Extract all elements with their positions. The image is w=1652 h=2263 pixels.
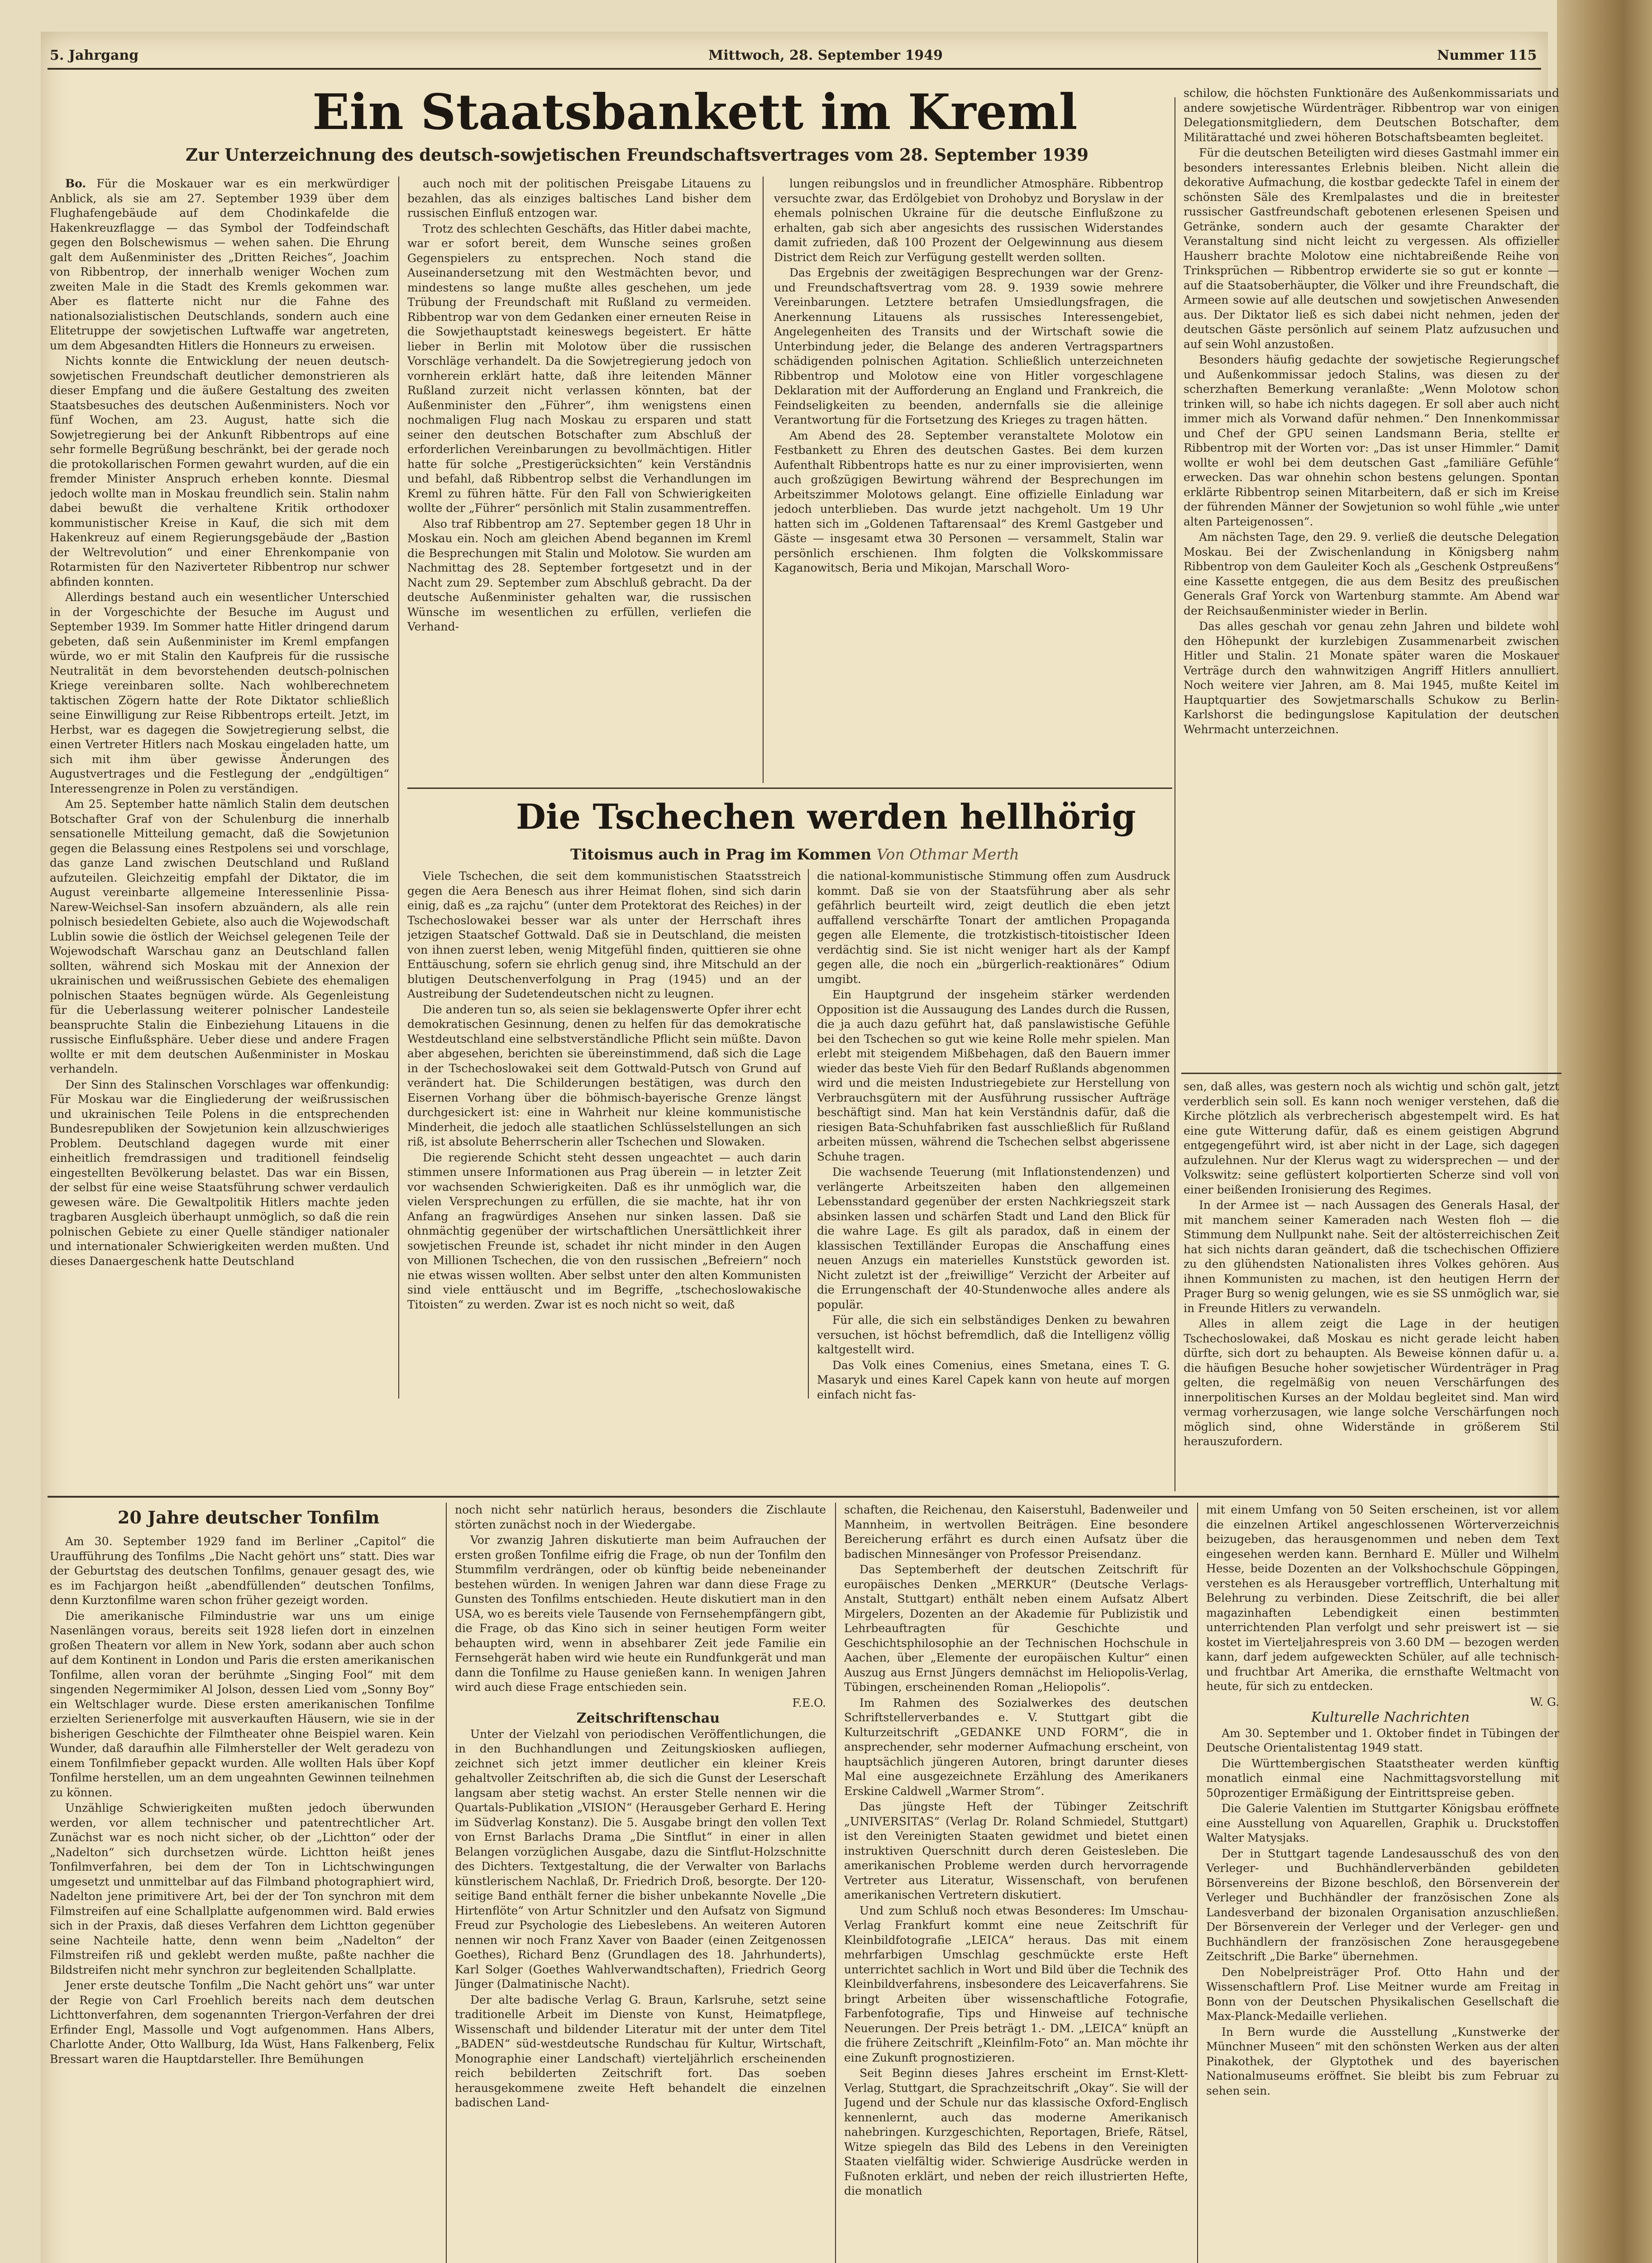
article4-signature: W. G. [1530,1695,1559,1709]
paragraph: Am nächsten Tage, den 29. 9. verließ die deutsche Delegation Moskau. Bei der Zwischenlandung in Königsberg nahm Ribbentrop von dem Gauleiter Koch als „Geschenk Ostpreußens“ eine Kassette entgegen, die aus dem Besitz des preußischen Generals Graf Yorck von Wartenburg stammte. Am Abend war der Reichsaußenminister wieder in Berlin. [1184,530,1559,617]
article2-subheadline [570,845,1019,863]
paragraph: Der alte badische Verlag G. Braun, Karlsruhe, setzt seine traditionelle Arbeit im Dienste von Kunst, Heimatpflege, Wissenschaft und bildender Literatur mit der unter dem Titel „BADEN“ süd-westdeutsche Rundschau für Kultur, Wirtschaft, Monographie einer Landschaft) vierteljährlich erscheinenden reich bebilderten Zeitschrift fort. Das soeben herausgekommene zweite Heft behandelt die einzelnen badischen Land- [455,1993,826,2109]
paragraph: Ein Hauptgrund der insgeheim stärker werdenden Opposition ist die Aussaugung des Landes durch die Russen, die ja auch dazu geführt hat, daß panslawistische Gefühle bei den Tschechen so gut wie keine Rolle mehr spielen. Man erlebt mit steigendem Mißbehagen, daß den Bauern immer wieder das beste Vieh für den Bedarf Rußlands abgenommen wird und die meisten Industriegebiete zur Herstellung von Verbrauchsgütern mit der Ausführung russischer Aufträge beschäftigt sind. Man hat kein Verständnis dafür, daß die riesigen Bata-Schuhfabriken fast ausschließlich für Rußland arbeiten müssen, während die Tschechen selbst abgerissene Schuhe tragen. [817,988,1170,1163]
article4-headline: Zeitschriftenschau [576,1710,720,1726]
paragraph: die national-kommunistische Stimmung offen zum Ausdruck kommt. Daß sie von der Staatsführung aber als sehr gefährlich beurteilt wird, zeigt deutlich die eben jetzt auffallend verschärfte Tonart der amtlichen Propaganda gegen alle Elemente, die trotzkistisch-titoistischer Ideen verdächtig sind. Sie ist nicht weniger hart als der Kampf gegen alle, die noch ein „bürgerlich-reaktionäres“ Odium umgibt. [817,869,1170,986]
paragraph: Seit Beginn dieses Jahres erscheint im Ernst-Klett-Verlag, Stuttgart, die Sprachzeitschrift „Okay“. Sie will der Jugend und der Schule nur das klassische Oxford-Englisch kennenlernt, auch das moderne Amerikanisch nahebringen. Kurzgeschichten, Reportagen, Briefe, Rätsel, Witze spiegeln das Bild des Lebens in den Vereinigten Staaten vielfältig wider. Schwierige Ausdrücke werden in Fußnoten erklärt, und neben der reich illustrierten Hefte, die monatlich [844,2067,1188,2197]
article2-column-3 [1184,1079,1559,1489]
paragraph: mit einem Umfang von 50 Seiten erscheinen, ist vor allem die einzelnen Artikel angeschlossenen Wörterverzeichnis beizugeben, das herausgenommen und neben dem Text eingesehen werden kann. Bernhard E. Müller und Wilhelm Hesse, beide Dozenten an der Volkshochschule Göppingen, verstehen es als Herausgeber vortrefflich, Unterhaltung mit Belehrung zu verbinden. Diese Zeitschrift, die bei aller magazinhaften Lebendigkeit einen bestimmten unterrichtenden Plan verfolgt und sehr preiswert ist — sie kostet im Vierteljahrespreis von 3.60 DM — bezogen werden kann, darf jedem aufgeweckten Schüler, auf alle technisch- und fruchtbar Art Amerika, die ernsthafte Weltmacht von heute, für sich zu entdecken. [1206,1503,1559,1693]
article2-headline: Die Tschechen werden hellhörig [516,797,1136,837]
header-rule [48,68,1541,70]
paragraph: Das alles geschah vor genau zehn Jahren und bildete wohl den Höhepunkt der kurzlebigen Zusammenarbeit zwischen Hitler und Stalin. 21 Monate später waren die Moskauer Verträge durch den wahnwitzigen Angriff Hitlers annulliert. Noch weitere vier Jahren, am 8. Mai 1945, mußte Keitel im Hauptquartier des Sowjetmarschalls Schukow zu Berlin-Karlshorst die bedingungslose Kapitulation der deutschen Wehrmacht unterzeichnen. [1184,620,1559,736]
paragraph: Besonders häufig gedachte der sowjetische Regierungschef und Außenkommissar jedoch Stalins, was diesen zu der scherzhaften Bemerkung veranlaßte: „Wenn Molotow schon trinken will, so habe ich nichts dagegen. Er soll aber auch nicht immer mich als Vorwand dafür nehmen.“ Den Innenkommissar und Chef der GPU seinen Landsmann Beria, stellte er Ribbentrop mit der Worten vor: „Das ist unser Himmler.“ Damit wollte er wohl bei dem deutschen Gast „familiäre Gefühle“ erwecken. Das war ohnehin schon bestens gelungen. Spontan erklärte Ribbentrop seinen Mitarbeitern, daß er sich im Kreise der führenden Männer der Sowjetunion so wohl fühle „wie unter alten Parteigenossen“. [1184,353,1559,528]
paragraph: Am Abend des 28. September veranstaltete Molotow ein Festbankett zu Ehren des deutschen Gastes. Bei dem kurzen Aufenthalt Ribbentrops hatte es nur zu einer improvisierten, wenn auch großzügigen Bewirtung während der Besprechungen im Arbeitszimmer Molotows gelangt. Eine offizielle Einladung war jedoch unterblieben. Das wurde jetzt nachgeholt. Um 19 Uhr hatten sich im „Goldenen Taftarensaal“ des Kreml Gastgeber und Gäste — insgesamt etwa 30 Personen — versammelt, Stalin war persönlich erschienen. Ihm folgten die Volkskommissare Kaganowitsch, Beria und Mikojan, Marschall Woro- [774,429,1163,574]
paragraph: Trotz des schlechten Geschäfts, das Hitler dabei machte, war er sofort bereit, dem Wunsche seines großen Gegenspielers zu entsprechen. Noch stand die Auseinandersetzung mit den Westmächten bevor, und mindestens so lange mußte alles geschehen, um jede Trübung der Freundschaft mit Rußland zu vermeiden. Ribbentrop war von dem Gedanken einer erneuten Reise in die Sowjethauptstadt keineswegs begeistert. Er hätte lieber in Berlin mit Molotow über die russischen Vorschläge verhandelt. Da die Sowjetregierung jedoch von vornherein erklärt hatte, daß ihre leitenden Männer Rußland zurzeit nicht verlassen könnten, bat der Außenminister den „Führer“, ihm wenigstens einen nochmaligen Flug nach Moskau zu ersparen und statt seiner den deutschen Botschafter zum Abschluß der erforderlichen Vereinbarungen zu bevollmächtigen. Hitler hatte für solche „Prestigerücksichten“ kein Verständnis und befahl, daß Ribbentrop selbst die Verhandlungen im Kreml zu führen hätte. Für den Fall von Schwierigkeiten wollte der „Führer“ persönlich mit Stalin zusammentreffen. [407,222,751,515]
paragraph: Vor zwanzig Jahren diskutierte man beim Aufrauchen der ersten großen Tonfilme eifrig die Frage, ob nun der Tonfilm den Stummfilm verdrängen, oder ob künftig beide nebeneinander bestehen würden. In wenigen Jahren war dann diese Frage zu Gunsten des Tonfilms entschieden. Heute diskutiert man in den USA, wo es bereits viele Tausende von Fernsehempfängern gibt, die Frage, ob das Kino sich in seiner heutigen Form weiter behaupten wird, wenn in absehbarer Zeit jede Familie ein Fernsehgerät haben wird wie heute ein Rundfunkgerät und man dann die Tonfilme zu Hause genießen kann. In wenigen Jahren wird auch diese Frage entschieden sein. [455,1533,826,1694]
author-initials: Bo. [65,177,86,190]
paragraph: Das Ergebnis der zweitägigen Besprechungen war der Grenz- und Freundschaftsvertrag vom 28. 9. 1939 sowie mehrere Vereinbarungen. Letztere betrafen Umsiedlungsfragen, die Anerkennung Litauens als russisches Interessengebiet, Angelegenheiten des Transits und der Wirtschaft sowie die Unterbindung jeder, die Belange des anderen Vertragspartners schädigenden polnischen Agitation. Schließlich unterzeichneten Ribbentrop und Molotow eine von Hitler vorgeschlagene Deklaration mit der Aufforderung an England und Frankreich, die Feindseligkeiten zu beenden, andernfalls sie die alleinige Verantwortung für die Fortsetzung des Krieges zu tragen hätten. [774,266,1163,426]
news-item: Am 30. September und 1. Oktober findet in Tübingen der Deutsche Orientalistentag 1949 statt. [1206,1726,1559,1754]
article-separator [1181,1073,1561,1074]
paragraph: Für alle, die sich ein selbständiges Denken zu bewahren versuchen, ist höchst befremdlich, daß die Intelligenz völlig kaltgestellt wird. [817,1313,1170,1356]
paragraph: Alles in allem zeigt die Lage in der heutigen Tschechoslowakei, daß Moskau es nicht gerade leicht haben dürfte, sich dort zu behaupten. Als Beweise können dafür u. a. die häufigen Besuche hoher sowjetischer Würdenträger in Prag gelten, die regelmäßig von neuen Verschärfungen des innerpolitischen Kurses an der Moldau begleitet sind. Man wird vermag vorherzusagen, wie lange solche Verschärfungen noch möglich sind, ohne Widerstände in größerem Stil herauszufordern. [1184,1317,1559,1448]
paragraph: Die regierende Schicht steht dessen ungeachtet — auch darin stimmen unsere Informationen aus Prag überein — in letzter Zeit vor wachsenden Schwierigkeiten. Daß es ihr unmöglich war, die vielen Versprechungen zu erfüllen, die sie machte, hat ihr von Anfang an fragwürdiges Ansehen nur sinken lassen. Daß sie ohnmächtig gegenüber der wirtschaftlichen Unersättlichkeit ihrer sowjetischen Freunde ist, schadet ihr nicht minder in den Augen von Millionen Tschechen, die von den russischen „Befreiern“ noch nie etwas wissen wollten. Aber selbst unter den alten Kommunisten sind viele enttäuscht und im Begriffe, „tschechoslowakische Titoisten“ zu werden. Zwar ist es noch nicht so weit, daß [407,1151,801,1311]
column-divider [446,1503,447,2263]
paragraph: noch nicht sehr natürlich heraus, besonders die Zischlaute störten zunächst noch in der Wiedergabe. [455,1503,826,1531]
column-divider [808,869,809,1399]
article-separator [407,788,1172,789]
paragraph: Also traf Ribbentrop am 27. September gegen 18 Uhr in Moskau ein. Noch am gleichen Abend begannen im Kreml die Besprechungen mit Stalin und Molotow. Sie wurden am Nachmittag des 28. September fortgesetzt und in der Nacht zum 29. September zum Abschluß gebracht. Da der deutsche Außenminister gehalten war, die russischen Wünsche im wesentlichen zu erfüllen, verliefen die Verhand- [407,517,751,633]
article1-subheadline: Zur Unterzeichnung des deutsch-sowjetischen Freundschaftsvertrages vom 28. September 1939 [186,145,1089,165]
column-divider [398,177,399,1399]
lower-column-3 [844,1503,1188,2263]
article2-subtitle: Titoismus auch in Prag im Kommen [570,845,872,863]
paragraph: Die amerikanische Filmindustrie war uns um einige Nasenlängen voraus, bereits seit 1928 liefen dort in einzelnen großen Theatern vor allem in New York, sodann aber auch schon auf dem Kontinent in London und Paris die ersten amerikanischen Tonfilme, allen voran der berühmte „Singing Fool“ mit dem singenden Negermimiker Al Jolson, dessen Lied vom „Sonny Boy“ ein Weltschlager wurde. Diese ersten amerikanischen Tonfilme erzielten Serienerfolge mit ausverkauften Häusern, wie sie in der bisherigen Geschichte der Filmtheater ohne Beispiel waren. Kein Wunder, daß daraufhin alle Filmhersteller der Welt geradezu von einem Tonfilmfieber gepackt wurden. Alle wollten Hals über Kopf Tonfilme herstellen, um an dem ungeahnten Gewinnen teilnehmen zu können. [50,1609,434,1799]
news-item: Den Nobelpreisträger Prof. Otto Hahn und der Wissenschaftlern Prof. Lise Meitner wurde am Freitag in Bonn von der Deutschen Physikalischen Gesellschaft die Max-Planck-Medaille verliehen. [1206,1965,1559,2023]
article1-column-3 [774,177,1163,783]
paragraph: Für die deutschen Beteiligten wird dieses Gastmahl immer ein besonders interessantes Erlebnis bleiben. Nicht allein die dekorative Aufmachung, die kostbar gedeckte Tafel in einem der schönsten Säle des Kremlpalastes und die in breitester russischer Gastfreundschaft gebotenen erlesenen Speisen und Getränke, sondern auch der gesamte Charakter der Veranstaltung sind nicht leicht zu vergessen. Als offizieller Hausherr brachte Molotow eine nichtabreißende Reihe von Trinksprüchen — Ribbentrop erwiderte sie so gut er konnte — auf die Staatsoberhäupter, die Völker und ihre Freundschaft, die Armeen sowie auf alle deutschen und sowjetischen Anwesenden aus. Der Diktator ließ es sich dabei nicht nehmen, jeden der deutschen Gäste persönlich auf seinem Platz aufzusuchen und auf sein Wohl anzustoßen. [1184,146,1559,351]
lower-column-4 [1206,1503,1559,2263]
paragraph: Nichts konnte die Entwicklung der neuen deutsch-sowjetischen Freundschaft deutlicher demonstrieren als dieser Empfang und die äußere Gestaltung des zweiten Staatsbesuches des deutschen Außenministers. Noch vor fünf Wochen, am 23. August, hatte sich die Sowjetregierung bei der Ankunft Ribbentrops auf eine sehr formelle Begrüßung beschränkt, bei der gerade noch die protokollarischen Formen gewahrt wurden, auf die ein fremder Minister Anspruch erheben konnte. Diesmal jedoch wollte man in Moskau freundlich sein. Stalin nahm dabei bewußt die verhaltene Kritik orthodoxer kommunistischer Kreise in Kauf, die sich mit dem Hakenkreuz auf einem Regierungsgebäude der „Bastion der Weltrevolution“ und einer Ehrenkompanie von Rotarmisten für den Naziverteter Ribbentrop nur schwer abfinden konnten. [50,354,389,588]
news-item: Die Galerie Valentien im Stuttgarter Königsbau eröffnete eine Ausstellung von Aquarellen, Graphik u. Druckstoffen Walter Matysjaks. [1206,1802,1559,1844]
paragraph: schilow, die höchsten Funktionäre des Außenkommissariats und andere sowjetische Würdenträger. Ribbentrop war von einigen Delegationsmitgliedern, dem Deutschen Botschafter, dem Militärattaché und zwei höheren Botschaftsbeamten begleitet. [1184,86,1559,144]
issue-date: Mittwoch, 28. September 1949 [708,48,943,63]
lower-column-2 [455,1503,826,2263]
article1-column-2 [407,177,751,783]
paragraph: sen, daß alles, was gestern noch als wichtig und schön galt, jetzt verderblich sein soll. Es kann noch weniger verstehen, daß die Kirche plötzlich als verbrecherisch abgestempelt wird. Es hat eine gute Witterung dafür, daß es einem geistigen Abgrund entgegengeführt wird, ist aber nicht in der Lage, sich dagegen aufzulehnen. Nur der Klerus wagt zu widersprechen — und der Volkswitz: seine geflüstert kolportierten Scherze sind voll von einer beißenden Ironisierung des Regimes. [1184,1080,1559,1196]
volume-label: 5. Jahrgang [50,48,139,63]
paragraph: Allerdings bestand auch ein wesentlicher Unterschied in der Vorgeschichte der Besuche im August und September 1939. Im Sommer hatte Hitler dringend darum gebeten, daß sein Außenminister im Kreml empfangen würde, wo er mit Stalin den Kaufpreis für die russische Neutralität in dem bevorstehenden deutsch-polnischen Kriege vereinbaren sollte. Nach wohlberechnetem taktischen Zögern hatte der Rote Diktator schließlich seine Einwilligung zur Reise Ribbentrops erteilt. Jetzt, im Herbst, war es dagegen die Sowjetregierung selbst, die einen Vertreter Hitlers nach Moskau eingeladen hatte, um sich mit ihm über gewisse Änderungen des Augustvertrages und die Festlegung der „endgültigen“ Interessengrenze in Polen zu verständigen. [50,591,389,795]
paragraph: Das jüngste Heft der Tübinger Zeitschrift „UNIVERSITAS“ (Verlag Dr. Roland Schmiedel, Stuttgart) ist den Vereinigten Staaten gewidmet und bietet einen instruktiven Querschnitt durch deren Geistesleben. Die amerikanischen Probleme werden durch hervorragende Vertreter aus Literatur, Wissenschaft, von berufenen amerikanischen Vertretern diskutiert. [844,1800,1188,1901]
article2-column-2 [817,869,1170,1401]
article1-column-4 [1184,86,1559,1068]
section-separator [48,1496,1559,1498]
paragraph: auch noch mit der politischen Preisgabe Litauens zu bezahlen, das als einziges baltisches Land bisher dem russischen Einfluß entzogen war. [407,177,751,220]
paragraph: Der Sinn des Stalinschen Vorschlages war offenkundig: Für Moskau war die Eingliederung der weißrussischen und ukrainischen Teile Polens in die entsprechenden Bundesrepubliken der Sowjetunion kein allzuschwieriges Problem. Deutschland dagegen wurde mit einer einheitlich fremdrassigen und traditionell feindselig eingestellten Bevölkerung belastet. Das war ein Bissen, der selbst für eine weise Staatsführung schwer verdaulich gewesen wäre. Die Gewaltpolitik Hitlers machte jeden tragbaren Ausgleich überhaupt unmöglich, so daß die rein polnischen Gebiete zu einer Quelle ständiger nationaler und internationaler Schwierigkeiten werden mußten. Und dieses Danaergeschenk hatte Deutschland [50,1078,389,1268]
paragraph: Und zum Schluß noch etwas Besonderes: Im Umschau-Verlag Frankfurt kommt eine neue Zeitschrift für Kleinbildfotografie „LEICA“ heraus. Das mit einem mehrfarbigen Umschlag geschmückte erste Heft unterrichtet sachlich in Wort und Bild über die Technik des Kleinbildverfahrens, insbesondere des Leicaverfahrens. Sie bringt Arbeiten über wissenschaftliche Fotografie, Farbenfotografie, Tips und Hinweise auf technische Neuerungen. Der Preis beträgt 1.- DM. „LEICA“ knüpft an die frühere Zeitschrift „Kleinfilm-Foto“ an. Man möchte ihr eine Zukunft prognostizieren. [844,1904,1188,2064]
issue-number: Nummer 115 [1437,48,1537,63]
paragraph: Unter der Vielzahl von periodischen Veröffentlichungen, die in den Buchhandlungen und Zeitungskiosken aufliegen, zeichnet sich jetzt immer deutlicher ein kleiner Kreis gehaltvoller Zeitschriften ab, die sich die Gunst der Leserschaft langsam aber stetig wachst. An erster Stelle nennen wir die Quartals-Publikation „VISION“ (Herausgeber Gerhard E. Hering im Südverlag Konstanz). Die 5. Ausgabe bringt den vollen Text von Ernst Barlachs Drama „Die Sintflut“ in einer in allen Belangen vorzüglichen Ausgabe, dazu die Sintflut-Holzschnitte des Dichters. Textgestaltung, die der Verwalter von Barlachs künstlerischem Nachlaß, Dr. Friedrich Droß, besorgte. Der 120-seitige Band enthält ferner die bisher unbekannte Novelle „Die Hirtenflöte“ von Artur Schnitzler und den Aufsatz von Sigmund Freud zur Psychologie des Liebeslebens. An weiteren Autoren nennen wir noch Franz Xaver von Baader (einen Zeitgenossen Goethes), Richard Benz (Grundlagen des 18. Jahrhunderts), Karl Solger (Goethes Wahlverwandtschaften), Friedrich Georg Jünger (Dalmatinische Nacht). [455,1727,826,1991]
paragraph: In der Armee ist — nach Aussagen des Generals Hasal, der mit manchem seiner Kameraden nach Westen floh — die Stimmung dem Nullpunkt nahe. Seit der altösterreichischen Zeit hat sich nichts daran geändert, daß die tschechischen Offiziere zu den glühendsten Nationalisten ihres Volkes gehören. Aus ihnen Kommunisten zu machen, ist den heutigen Herrn der Prager Burg so wenig gelungen, wie es sie SS unmöglich war, sie in Freunde Hitlers zu verwandeln. [1184,1198,1559,1315]
article2-author: Von Othmar Merth [876,845,1019,863]
news-item: Der in Stuttgart tagende Landesausschuß des von den Verleger- und Buchhändlerverbänden gebildeten Börsenvereins der Bizone beschloß, den Börsenverein der Verleger und Buchhändler der französischen Zone als Landesverband der bizonalen Organisation anzuschließen. Der Börsenverein der Verleger und der Verleger- gen und Buchhändlern der französischen Zone herausgegebene Zeitschrift „Die Barke“ übernehmen. [1206,1847,1559,1963]
news-item: In Bern wurde die Ausstellung „Kunstwerke der Münchner Museen“ mit den schönsten Werken aus der alten Pinakothek, der Glyptothek und des bayerischen Nationalmuseums eröffnet. Sie bleibt bis zum Februar zu sehen sein. [1206,2025,1559,2097]
article3-headline: 20 Jahre deutscher Tonfilm [118,1507,380,1528]
paragraph: Am 30. September 1929 fand im Berliner „Capitol“ die Uraufführung des Tonfilms „Die Nacht gehört uns“ statt. Dies war der Geburtstag des deutschen Tonfilms, genauer gesagt des, wie es im Fachjargon heißt „abendfüllenden“ deutschen Tonfilms, denn Kurztonfilme waren schon früher gezeigt worden. [50,1535,434,1607]
paragraph: Das Volk eines Comenius, eines Smetana, eines T. G. Masaryk und eines Karel Capek kann von heute auf morgen einfach nicht fas- [817,1358,1170,1401]
article3-signature: F.E.O. [792,1696,826,1709]
column-divider [763,177,764,783]
paragraph: Die anderen tun so, als seien sie beklagenswerte Opfer ihrer echt demokratischen Gesinnung, denen zu helfen für das demokratische Westdeutschland eine selbstverständliche Pflicht sein müßte. Davon aber abgesehen, berichten sie übereinstimmend, daß sich die Lage in der Tschechoslowakei seit dem Gottwald-Putsch von Grund auf verändert hat. Die Schilderungen bestätigen, was durch den Eisernen Vorhang über die böhmisch-bayerische Grenze längst durchgesickert ist: eine in Wahrheit nur kleine kommunistische Minderheit, die jedoch alle staatlichen Schlüsselstellungen an sich riß, ist absolute Beherrscherin aller Tschechen und Slowaken. [407,1003,801,1148]
paragraph: schaften, die Reichenau, den Kaiserstuhl, Badenweiler und Mannheim, in wertvollen Beiträgen. Eine besondere Bereicherung erfährt es durch einen Aufsatz über die badischen Minnesänger von Professor Preisendanz. [844,1503,1188,1561]
paragraph: lungen reibungslos und in freundlicher Atmosphäre. Ribbentrop versuchte zwar, das Erdölgebiet von Drohobyz und Boryslaw in der ehemals polnischen Ukraine für die deutsche Einflußzone zu erhalten, gab sich aber angesichts des russischen Widerstandes damit zufrieden, daß 100 Prozent der Oelgewinnung aus diesem District dem Reich zur Verfügung gestellt werden sollten. [774,177,1163,264]
article5-headline: Kulturelle Nachrichten [1311,1709,1470,1725]
article1-column-1 [50,177,389,1401]
article1-headline: Ein Staatsbankett im Kreml [312,84,1078,141]
column-divider [1197,1503,1198,2263]
paragraph: Bo. Für die Moskauer war es ein merkwürdiger Anblick, als sie am 27. September 1939 über dem Flughafengebäude auf dem Chodinkafelde die Hakenkreuzflagge — das Symbol der Todfeindschaft gegen den Bolschewismus — wehen sahen. Die Ehrung galt dem Außenminister des „Dritten Reiches“, Joachim von Ribbentrop, der innerhalb weniger Wochen zum zweiten Male in die Stadt des Kremls gekommen war. Aber es flatterte nicht nur die Fahne des nationalsozialistischen Deutschlands, sondern auch eine Elitetruppe der sowjetischen Luftwaffe war angetreten, um dem Abgesandten Hitlers die Honneurs zu erweisen. [50,177,389,352]
paragraph: Die wachsende Teuerung (mit Inflationstendenzen) und verlängerte Arbeitszeiten haben den allgemeinen Lebensstandard gegenüber der ersten Nachkriegszeit stark absinken lassen und schärfen Stadt und Land den Blick für die wahre Lage. Es gilt als paradox, daß in einem der klassischen Textilländer Europas die Anschaffung eines neuen Anzugs ein materielles Kunststück geworden ist. Nicht zuletzt ist der „freiwillige“ Verzicht der Arbeiter auf die Errungenschaft der 40-Stundenwoche alles andere als populär. [817,1165,1170,1311]
article3-column-1 [50,1534,434,2263]
paragraph: Jener erste deutsche Tonfilm „Die Nacht gehört uns“ war unter der Regie von Carl Froehlich bereits nach dem deutschen Lichttonverfahren, dem sogenannten Triergon-Verfahren der drei Erfinder Engl, Massolle und Vogt aufgenommen. Hans Albers, Charlotte Ander, Otto Wallburg, Ida Wüst, Hans Falkenberg, Felix Bressart waren die Hauptdarsteller. Ihre Bemühungen [50,1979,434,2066]
paragraph: Das Septemberheft der deutschen Zeitschrift für europäisches Denken „MERKUR“ (Deutsche Verlags-Anstalt, Stuttgart) enthält neben einem Aufsatz Albert Mirgelers, Dozenten an der Akademie für Publizistik und Lehrbeauftragten für Geschichte und Geschichtsphilosophie an der Technischen Hochschule in Aachen, über „Elemente der europäischen Kultur“ einen Auszug aus Ernst Jüngers demnächst im Heliopolis-Verlag, Tübingen, erscheinenden Roman „Heliopolis“. [844,1563,1188,1694]
paragraph: Unzählige Schwierigkeiten mußten jedoch überwunden werden, vor allem technischer und patentrechtlicher Art. Zunächst war es noch nicht sicher, ob der „Lichtton“ oder der „Nadelton“ sich durchsetzen würde. Lichtton heißt jenes Tonfilmverfahren, bei dem der Ton in Lichtschwingungen umgesetzt und unmittelbar auf das Filmband photographiert wird, Nadelton jene primitivere Art, bei der der Ton synchron mit dem Filmstreifen auf eine Schallplatte aufgenommen wird. Bald erwies sich in der Praxis, daß dieses Verfahren dem Lichtton gegenüber seine Nachteile hatte, denn wenn beim „Nadelton“ der Filmstreifen riß und geklebt werden mußte, paßte nachher die Bildstreifen nicht mehr synchron zur begleitenden Schallplatte. [50,1801,434,1977]
news-item: Die Württembergischen Staatstheater werden künftig monatlich einmal eine Nachmittagsvorstellung mit 50prozentiger Ermäßigung der Eintrittspreise geben. [1206,1757,1559,1800]
binding-spine [1557,0,1652,2263]
paragraph: Viele Tschechen, die seit dem kommunistischen Staatsstreich gegen die Aera Benesch aus ihrer Heimat flohen, sind sich darin einig, daß es „za rajchu“ (unter dem Protektorat des Reiches) in der Tschechoslowakei besser war als unter der Herrschaft ihres jetzigen Staatschef Gottwald. Daß sie in Deutschland, die meisten von ihnen zuerst leben, wenig Mitgefühl finden, quittieren sie ohne Enttäuschung, sofern sie ehrlich genug sind, ihre Mitschuld an der blutigen Deutschenverfolgung in Prag (1945) und an der Austreibung der Sudetendeutschen nicht zu leugnen. [407,869,801,1000]
column-divider [835,1503,836,2263]
paragraph: Am 25. September hatte nämlich Stalin dem deutschen Botschafter Graf von der Schulenburg die innerhalb sensationelle Mitteilung gemacht, daß die Sowjetunion gegen die Belassung eines Restpolens sei und vorschlage, das ganze Land zwischen Deutschland und Rußland aufzuteilen. Gleichzeitig empfahl der Diktator, die im August vereinbarte allgemeine Interessenlinie Pissa-Narew-Weichsel-San insofern abzuändern, als alle rein polnisch besiedelten Gebiete, also auch die Wojewodschaft Lublin sowie die östlich der Weichsel gelegenen Teile der Wojewodschaft Warschau ganz an Deutschland fallen sollten, während sich Moskau mit der Annexion der ukrainischen und weißrussischen Gebiete des ehemaligen polnischen Staates begnügen würde. Als Gegenleistung für die Ueberlassung weiterer polnischer Landesteile beanspruchte Stalin die Einbeziehung Litauens in die russische Einflußsphäre. Ueber diese und andere Fragen wollte er mit dem deutschen Außenminister in Moskau verhandeln. [50,797,389,1075]
paragraph: Im Rahmen des Sozialwerkes des deutschen Schriftstellerverbandes e. V. Stuttgart gibt die Kulturzeitschrift „GEDANKE UND FORM“, die in ansprechender, sehr moderner Aufmachung erscheint, von hauptsächlich jüngeren Autoren, bringt darunter dieses Mal eine ausgezeichnete Erzählung des Amerikaners Erskine Caldwell „Warmer Strom“. [844,1696,1188,1798]
article2-column-1 [407,869,801,1401]
